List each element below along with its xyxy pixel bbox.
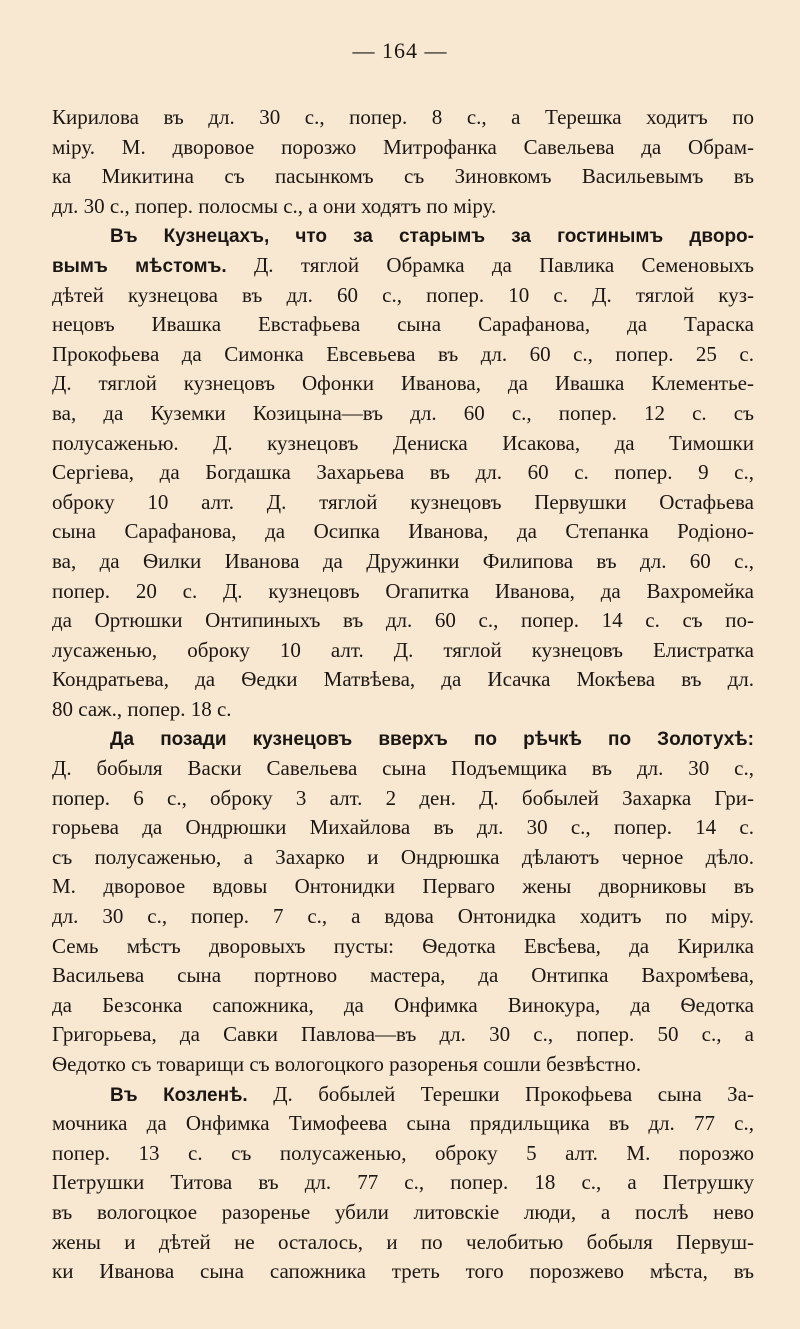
text-segment: 80 саж., попер. 18 с. [52, 696, 232, 721]
text-line [52, 1228, 754, 1258]
text-line [52, 103, 754, 133]
text-line [52, 991, 754, 1021]
text-segment: ка Микитина съ пасынкомъ съ Зиновкомъ Васильевымъ въ [52, 164, 754, 189]
text-line [52, 872, 754, 902]
section-heading: Въ Кузнецахъ, что за старымъ за гостинымъ дворо- [110, 226, 754, 248]
text-line [52, 1020, 754, 1050]
text-segment: Прокофьева да Симонка Евсевьева въ дл. 60 с., попер. 25 с. [52, 341, 754, 366]
section-heading: вымъ мѣстомъ. [52, 255, 227, 277]
text-line [52, 784, 754, 814]
text-line [52, 577, 754, 607]
page-number: — 164 — [352, 38, 448, 63]
text-segment: ва, да Ѳилки Иванова да Дружинки Филипова въ дл. 60 с., [52, 548, 754, 573]
text-line [52, 517, 754, 547]
text-segment: дѣтей кузнецова въ дл. 60 с., попер. 10 с. Д. тяглой куз- [52, 282, 754, 307]
text-line [52, 399, 754, 429]
text-line [52, 754, 754, 784]
text-segment: дл. 30 с., попер. 7 с., а вдова Онтонидка ходитъ по міру. [52, 904, 754, 929]
text-segment: Кирилова въ дл. 30 с., попер. 8 с., а Терешка ходитъ по [52, 105, 754, 129]
text-line [52, 281, 754, 311]
text-segment: съ полусаженью, а Захарко и Ондрюшка дѣлаютъ черное дѣло. [52, 844, 754, 869]
text-segment: Д. тяглой кузнецовъ Офонки Иванова, да Ивашка Клементье- [52, 371, 754, 396]
text-line [52, 458, 754, 488]
text-segment: полусаженью. Д. кузнецовъ Дениска Исакова, да Тимошки [52, 430, 754, 455]
text-segment: Кондратьева, да Ѳедки Матвѣева, да Исачка Мокѣева въ дл. [52, 667, 754, 692]
text-segment: попер. 6 с., оброку 3 алт. 2 ден. Д. бобылей Захарка Гри- [52, 785, 754, 810]
text-line [52, 1109, 754, 1139]
text-segment: жены и дѣтей не осталось, и по челобитью бобыля Первуш- [52, 1229, 754, 1254]
text-segment: да Безсонка сапожника, да Онфимка Винокура, да Ѳедотка [52, 992, 754, 1017]
text-segment: М. дворовое вдовы Онтонидки Перваго жены дворниковы въ [52, 874, 754, 899]
text-line [52, 1139, 754, 1169]
text-segment: Д. тяглой Обрамка да Павлика Семеновыхъ [226, 252, 754, 277]
text-segment: да Ортюшки Онтипиныхъ въ дл. 60 с., попер. 14 с. съ по- [52, 608, 754, 633]
text-line [52, 251, 754, 281]
body-text [52, 103, 754, 1287]
text-segment: нецовъ Ивашка Евстафьева сына Сарафанова, да Тараска [52, 312, 754, 337]
text-line [52, 547, 754, 577]
text-segment: въ вологоцкое разоренье убили литовскіе люди, а послѣ нево [52, 1199, 754, 1224]
text-line [52, 340, 754, 370]
text-segment: міру. М. дворовое порозжо Митрофанка Савельева да Обрам- [52, 134, 754, 159]
text-segment: мочника да Онфимка Тимофеева сына прядильщика въ дл. 77 с., [52, 1111, 754, 1136]
text-segment: ки Иванова сына сапожника треть того порозжево мѣста, въ [52, 1259, 754, 1284]
text-line [52, 162, 754, 192]
text-line [52, 310, 754, 340]
text-line [52, 724, 754, 754]
text-line [52, 961, 754, 991]
text-line [52, 665, 754, 695]
text-segment: Петрушки Титова въ дл. 77 с., попер. 18 с., а Петрушку [52, 1170, 754, 1195]
text-line [52, 636, 754, 666]
text-line [52, 429, 754, 459]
text-segment: ва, да Куземки Козицына—въ дл. 60 с., попер. 12 с. съ [52, 400, 754, 425]
text-segment: попер. 13 с. съ полусаженью, оброку 5 алт. М. порозжо [52, 1140, 754, 1165]
text-line [52, 1080, 754, 1110]
text-segment: оброку 10 алт. Д. тяглой кузнецовъ Первушки Остафьева [52, 489, 754, 514]
text-line [52, 843, 754, 873]
text-segment: сына Сарафанова, да Осипка Иванова, да Степанка Родіоно- [52, 519, 754, 544]
text-line [52, 192, 754, 222]
text-line [52, 1050, 754, 1080]
text-line [52, 902, 754, 932]
text-segment: лусаженью, оброку 10 алт. Д. тяглой кузнецовъ Елистратка [52, 637, 754, 662]
section-heading: Въ Козленѣ. [110, 1084, 248, 1106]
text-line [52, 1257, 754, 1287]
text-line [52, 813, 754, 843]
text-segment: Васильева сына портново мастера, да Онтипка Вахромѣева, [52, 963, 754, 988]
text-segment: Д. бобылей Терешки Прокофьева сына За- [247, 1081, 754, 1106]
text-segment: попер. 20 с. Д. кузнецовъ Огапитка Иванова, да Вахромейка [52, 578, 754, 603]
text-segment: Д. бобыля Васки Савельева сына Подъемщика въ дл. 30 с., [52, 756, 754, 781]
text-segment: Ѳедотко съ товарищи съ вологоцкого разоренья сошли безвѣстно. [52, 1052, 642, 1076]
text-segment: горьева да Ондрюшки Михайлова въ дл. 30 с., попер. 14 с. [52, 815, 754, 840]
text-segment: Семь мѣстъ дворовыхъ пусты: Ѳедотка Евсѣева, да Кирилка [52, 933, 754, 958]
text-line [52, 369, 754, 399]
text-segment: Сергіева, да Богдашка Захарьева въ дл. 60 с. попер. 9 с., [52, 460, 754, 485]
text-segment: дл. 30 с., попер. полосмы с., а они ходятъ по міру. [52, 193, 497, 218]
text-line [52, 606, 754, 636]
text-line [52, 1168, 754, 1198]
section-heading: Да позади кузнецовъ вверхъ по рѣчкѣ по Золотухѣ: [110, 729, 754, 751]
text-segment: Григорьева, да Савки Павлова—въ дл. 30 с., попер. 50 с., а [52, 1022, 754, 1047]
text-line [52, 695, 754, 725]
text-line [52, 1198, 754, 1228]
text-line [52, 488, 754, 518]
text-line [52, 133, 754, 163]
text-line [52, 932, 754, 962]
text-line [52, 221, 754, 251]
